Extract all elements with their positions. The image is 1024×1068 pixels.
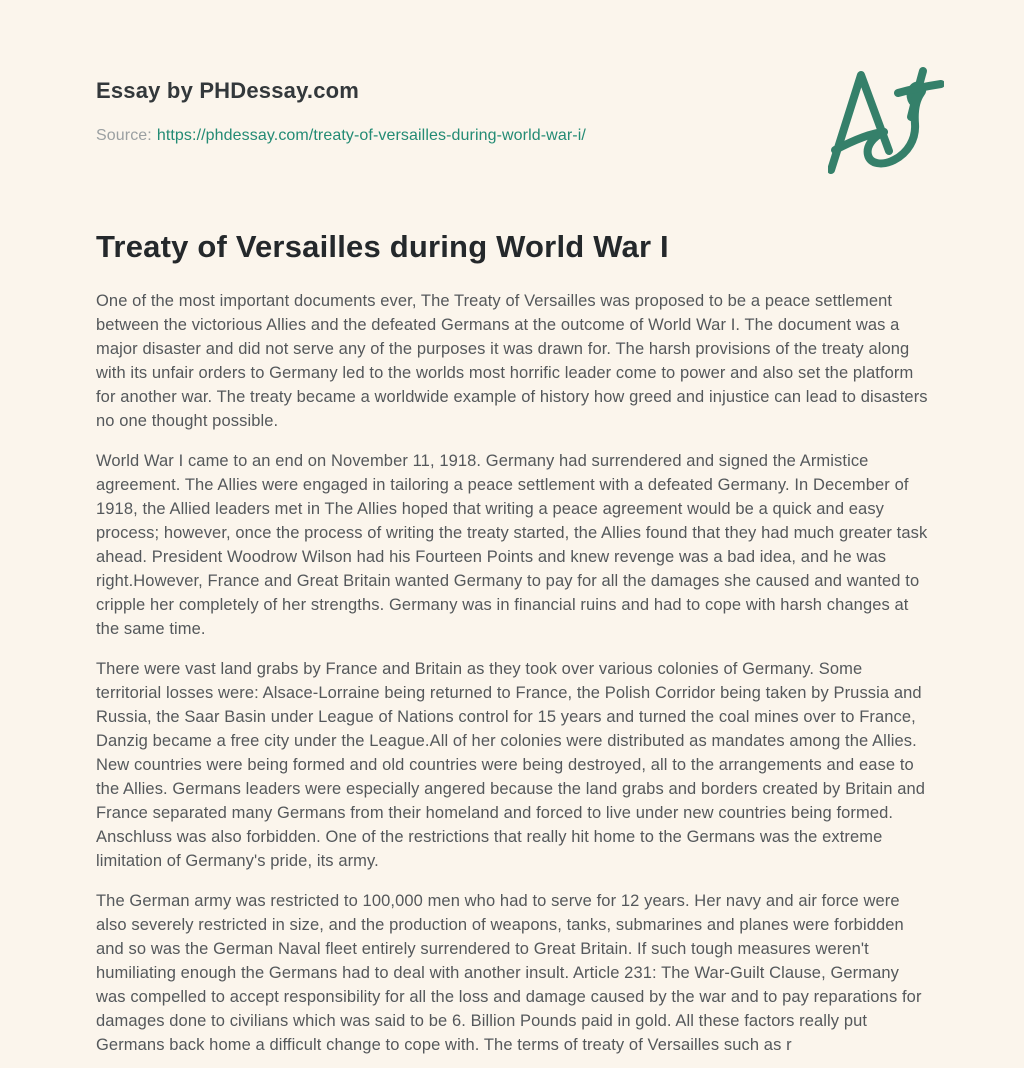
essay-title: Treaty of Versailles during World War I [96, 229, 669, 264]
essay-paragraph-3: There were vast land grabs by France and Britain as they took over various colonies of Germany. Some territorial losses were: Alsace-Lorraine being returned to France, the Polish Corridor being taken by Prussia and Russia, the Saar Basin under League of Nations control for 15 years and turned the coal mines over to France, Danzig became a free city under the League.All of her colonies were distributed as mandates among the Allies. New countries were being formed and old countries were being destroyed, all to the arrangements and ease to the Allies. Germans leaders were especially angered because the land grabs and borders created by Britain and France separated many Germans from their homeland and forced to live under new countries being formed. Anschluss was also forbidden. One of the restrictions that really hit home to the Germans was the extreme limitation of Germany's pride, its army. [96, 660, 926, 870]
essay-paragraph-4: The German army was restricted to 100,000 men who had to serve for 12 years. Her navy and air force were also severely restricted in size, and the production of weapons, tanks, submarines and planes were forbidden and so was the German Naval fleet entirely surrendered to Great Britain. If such tough measures weren't humiliating enough the Germans had to deal with another insult. Article 231: The War-Guilt Clause, Germany was compelled to accept responsibility for all the loss and damage caused by the war and to pay reparations for damages done to civilians which was said to be 6. Billion Pounds paid in gold. All these factors really put Germans back home a difficult change to cope with. The terms of treaty of Versailles such as r [96, 892, 922, 1054]
page-header [96, 78, 928, 145]
brand-title: Essay by PHDessay.com [96, 78, 360, 103]
phdessay-a-plus-logo [828, 66, 944, 176]
source-line [96, 127, 928, 145]
essay-body [96, 289, 928, 1057]
a-plus-logo-icon [828, 66, 944, 176]
source-label: Source: [96, 127, 152, 144]
essay-content [96, 229, 928, 1057]
essay-paragraph-1: One of the most important documents ever, The Treaty of Versailles was proposed to be a peace settlement between the victorious Allies and the defeated Germans at the outcome of World War I. The document was a major disaster and did not serve any of the purposes it was drawn for. The harsh provisions of the treaty along with its unfair orders to Germany led to the worlds most horrific leader come to power and also set the platform for another war. The treaty became a worldwide example of history how greed and injustice can lead to disasters no one thought possible. [96, 292, 928, 430]
essay-paragraph-2: World War I came to an end on November 11, 1918. Germany had surrendered and signed the Armistice agreement. The Allies were engaged in tailoring a peace settlement with a defeated Germany. In December of 1918, the Allied leaders met in The Allies hoped that writing a peace agreement would be a quick and easy process; however, once the process of writing the treaty started, the Allies found that they had much greater task ahead. President Woodrow Wilson had his Fourteen Points and knew revenge was a bad idea, and he was right.However, France and Great Britain wanted Germany to pay for all the damages she caused and wanted to cripple her completely of her strengths. Germany was in financial ruins and had to cope with harsh changes at the same time. [96, 452, 928, 638]
source-link[interactable]: https://phdessay.com/treaty-of-versailles-during-world-war-i/ [156, 127, 586, 144]
